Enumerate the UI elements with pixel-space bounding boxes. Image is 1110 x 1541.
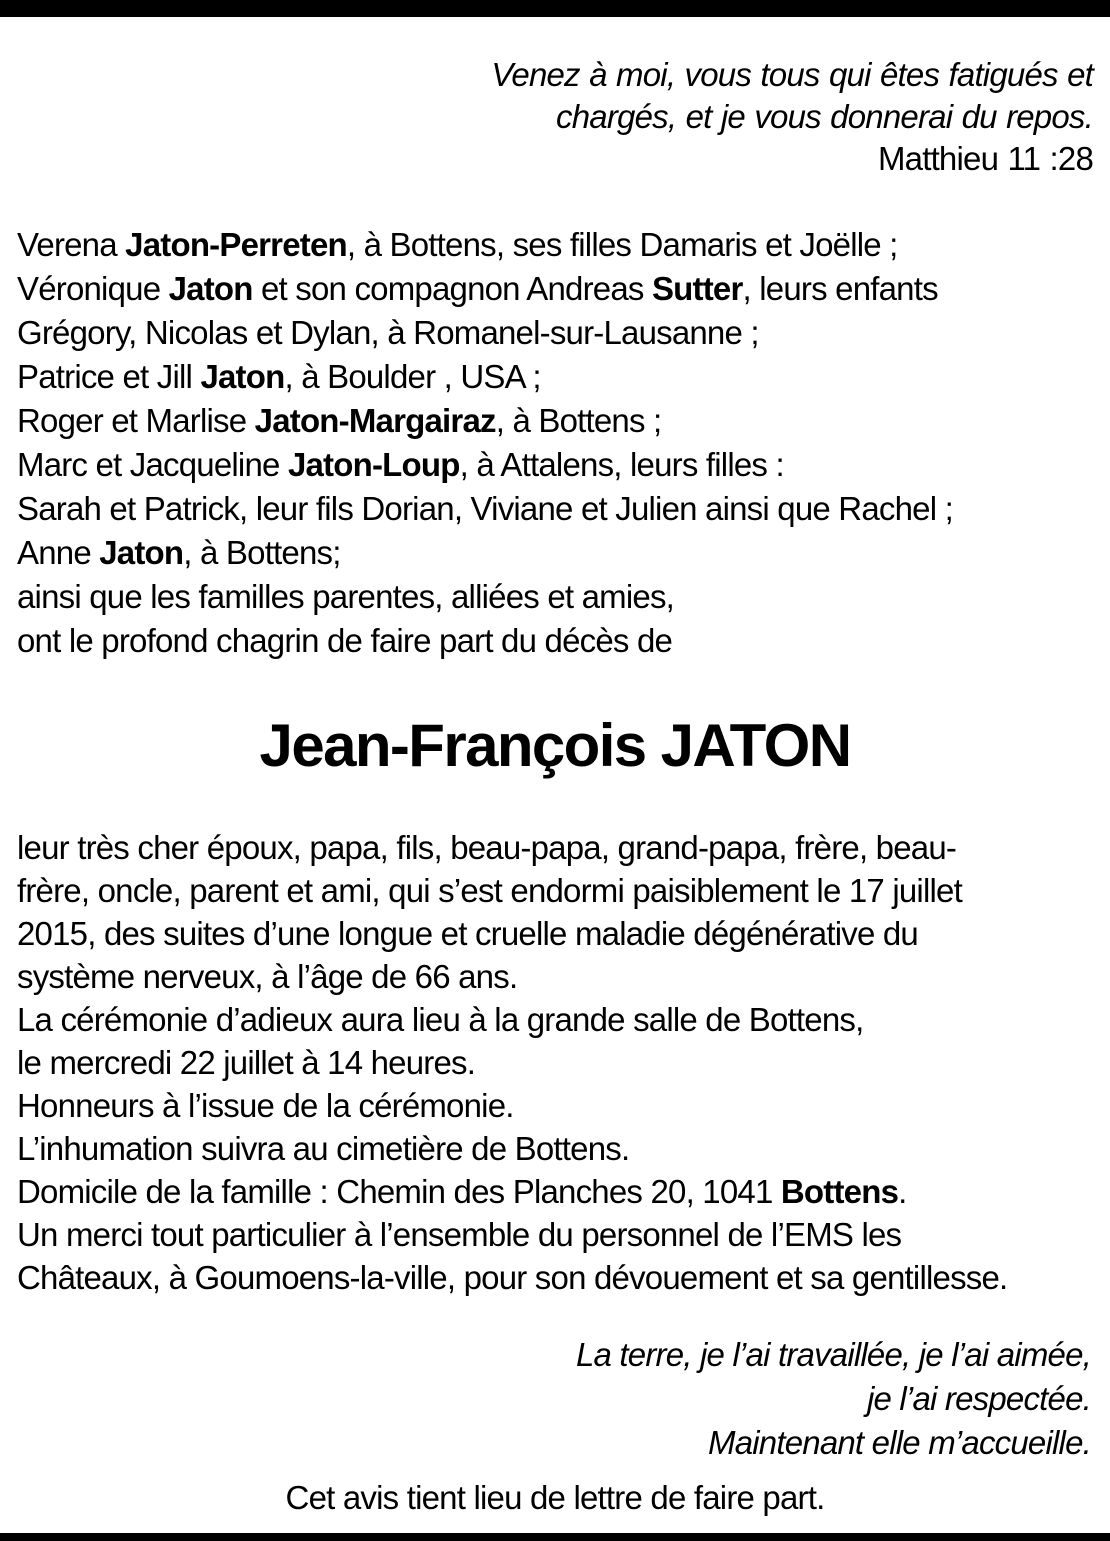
family-line: [17, 443, 953, 487]
body-text: .: [898, 1173, 907, 1210]
body-line: L’inhumation suivra au cimetière de Bottens.: [17, 1130, 630, 1167]
announcement-body: [17, 826, 1007, 1299]
family-line: [17, 399, 953, 443]
family-line: [17, 223, 953, 267]
family-text: Sarah et Patrick, leur fils Dorian, Viviane et Julien ainsi que Rachel ;: [17, 490, 953, 527]
epigraph-line: Venez à moi, vous tous qui êtes fatigués et: [491, 56, 1093, 93]
family-text: , à Bottens;: [183, 534, 341, 571]
family-text: Verena: [17, 226, 126, 263]
family-line: [17, 487, 953, 531]
body-line: leur très cher époux, papa, fils, beau-papa, grand-papa, frère, beau-: [17, 829, 957, 866]
family-line: [17, 355, 953, 399]
family-text: , à Attalens, leurs filles :: [459, 446, 784, 483]
body-bold-locality: Bottens: [780, 1173, 899, 1210]
body-line: Un merci tout particulier à l’ensemble du personnel de l’EMS les: [17, 1216, 902, 1253]
family-surname: Jaton-Perreten: [125, 226, 347, 263]
epigraph: [491, 54, 1093, 180]
family-line: [17, 575, 953, 619]
family-line: [17, 619, 953, 663]
family-text: , leurs enfants: [742, 270, 938, 307]
closing-quote-line: La terre, je l’ai travaillée, je l’ai aimée,: [575, 1336, 1091, 1373]
notice-footer: Cet avis tient lieu de lettre de faire part.: [285, 1479, 825, 1516]
family-surname: Jaton-Margairaz: [254, 402, 496, 439]
body-line: 2015, des suites d’une longue et cruelle maladie dégénérative du: [17, 915, 918, 952]
family-text: ainsi que les familles parentes, alliées et amies,: [17, 578, 675, 615]
family-surname: Jaton: [200, 358, 285, 395]
closing-quote: [576, 1333, 1091, 1465]
body-line: [17, 1170, 1007, 1213]
family-text: Marc et Jacqueline: [17, 446, 288, 483]
closing-quote-line: Maintenant elle m’accueille.: [708, 1424, 1091, 1461]
family-list: [17, 223, 953, 663]
family-line: [17, 311, 953, 355]
family-text: Grégory, Nicolas et Dylan, à Romanel-sur-Lausanne ;: [17, 314, 759, 351]
family-text: , à Bottens ;: [495, 402, 662, 439]
family-surname: Jaton-Loup: [287, 446, 460, 483]
family-text: Roger et Marlise: [17, 402, 255, 439]
family-surname: Jaton: [99, 534, 184, 571]
body-line: Honneurs à l’issue de la cérémonie.: [17, 1087, 514, 1124]
family-text: , à Bottens, ses filles Damaris et Joëlle ;: [346, 226, 898, 263]
body-line: Châteaux, à Goumoens-la-ville, pour son dévouement et sa gentillesse.: [17, 1259, 1008, 1296]
family-surname: Sutter: [651, 270, 743, 307]
family-line: [17, 267, 953, 311]
body-text: Domicile de la famille : Chemin des Planches 20, 1041: [17, 1173, 781, 1210]
bottom-border-rule: [0, 1533, 1110, 1541]
epigraph-line: chargés, et je vous donnerai du repos.: [556, 98, 1093, 135]
body-line: système nerveux, à l’âge de 66 ans.: [17, 958, 518, 995]
deceased-name: Jean-François JATON: [259, 712, 851, 779]
family-text: Véronique: [17, 270, 169, 307]
top-border-rule: [0, 0, 1110, 17]
body-line: frère, oncle, parent et ami, qui s’est endormi paisiblement le 17 juillet: [17, 872, 962, 909]
family-text: Patrice et Jill: [17, 358, 201, 395]
family-line: [17, 531, 953, 575]
body-line: le mercredi 22 juillet à 14 heures.: [17, 1044, 476, 1081]
body-line: La cérémonie d’adieux aura lieu à la grande salle de Bottens,: [17, 1001, 864, 1038]
family-text: et son compagnon Andreas: [252, 270, 652, 307]
family-text: , à Boulder , USA ;: [284, 358, 541, 395]
family-text: ont le profond chagrin de faire part du décès de: [17, 622, 673, 659]
family-surname: Jaton: [168, 270, 253, 307]
closing-quote-line: je l’ai respectée.: [866, 1380, 1091, 1417]
family-text: Anne: [17, 534, 100, 571]
epigraph-reference: Matthieu 11 :28: [877, 140, 1093, 177]
